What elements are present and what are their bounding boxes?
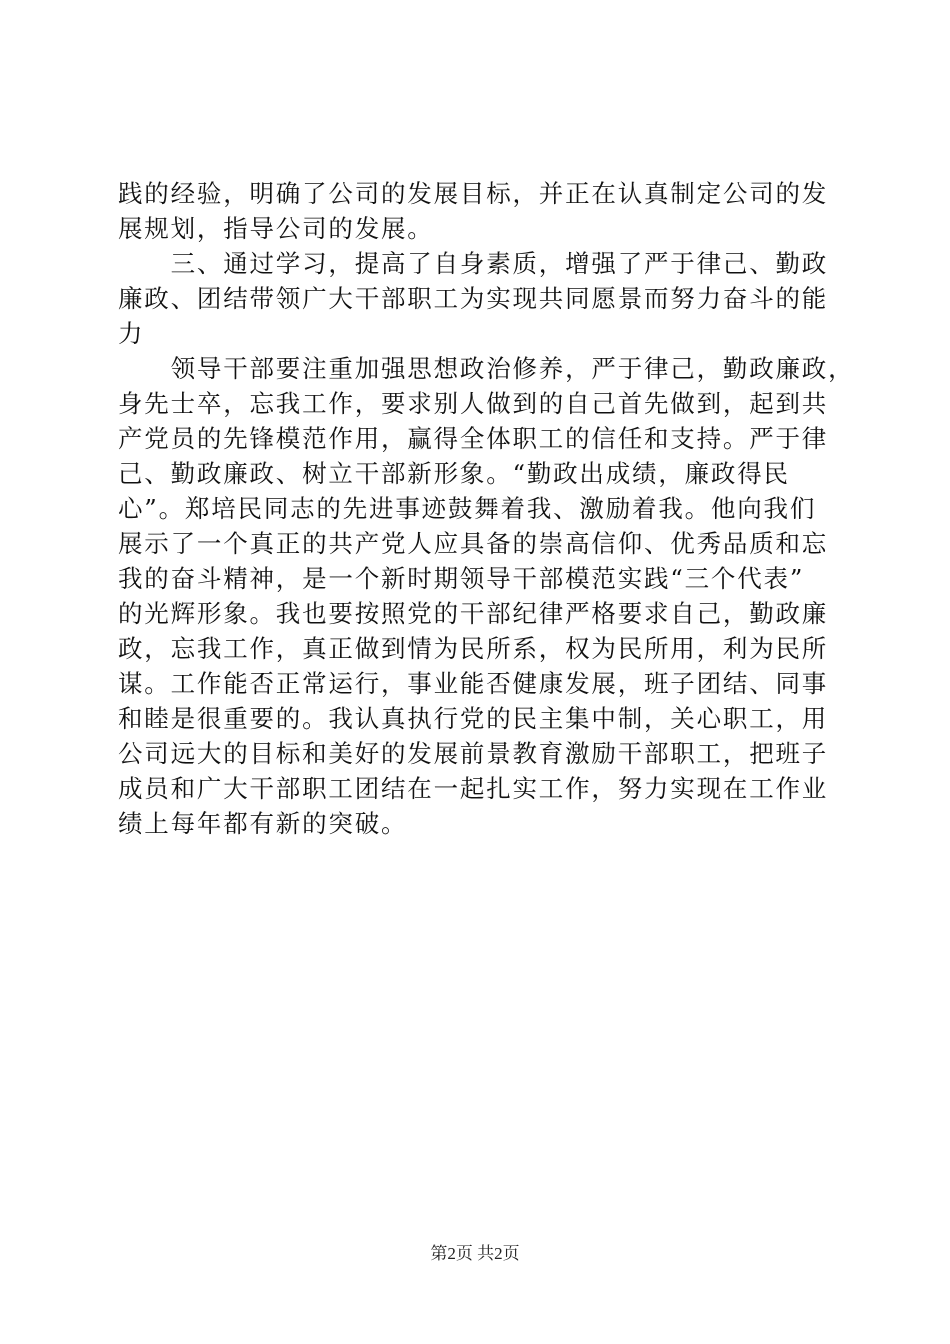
text-line: 产党员的先锋模范作用，赢得全体职工的信任和支持。严于律 [118,424,829,453]
text-line: 展规划，指导公司的发展。 [118,214,434,243]
text-line: 身先士卒，忘我工作，要求别人做到的自己首先做到，起到共 [118,389,829,418]
text-line: 成员和广大干部职工团结在一起扎实工作，努力实现在工作业 [118,774,829,803]
page-number-footer: 第2页 共2页 [430,1244,520,1263]
text-line: 绩上每年都有新的突破。 [118,809,408,838]
text-line: 己、勤政廉政、树立干部新形象。“勤政出成绩，廉政得民 [118,459,790,488]
text-line: 心”。郑培民同志的先进事迹鼓舞着我、激励着我。他向我们 [118,494,817,523]
text-line: 公司远大的目标和美好的发展前景教育激励干部职工，把班子 [118,739,829,768]
text-line: 我的奋斗精神，是一个新时期领导干部模范实践“三个代表” [118,564,805,593]
text-line: 三、通过学习，提高了自身素质，增强了严于律己、勤政 [118,249,829,278]
text-line: 领导干部要注重加强思想政治修养，严于律己，勤政廉政， [118,354,855,383]
text-line: 谋。工作能否正常运行，事业能否健康发展，班子团结、同事 [118,669,829,698]
text-line: 力 [118,319,145,348]
document-body [118,176,855,841]
text-line: 政，忘我工作，真正做到情为民所系，权为民所用，利为民所 [118,634,829,663]
text-line: 廉政、团结带领广大干部职工为实现共同愿景而努力奋斗的能 [118,284,829,313]
text-line: 的光辉形象。我也要按照党的干部纪律严格要求自己，勤政廉 [118,599,829,628]
text-line: 践的经验，明确了公司的发展目标，并正在认真制定公司的发 [118,179,829,208]
text-line: 和睦是很重要的。我认真执行党的民主集中制，关心职工，用 [118,704,829,733]
text-line: 展示了一个真正的共产党人应具备的崇高信仰、优秀品质和忘 [118,529,829,558]
